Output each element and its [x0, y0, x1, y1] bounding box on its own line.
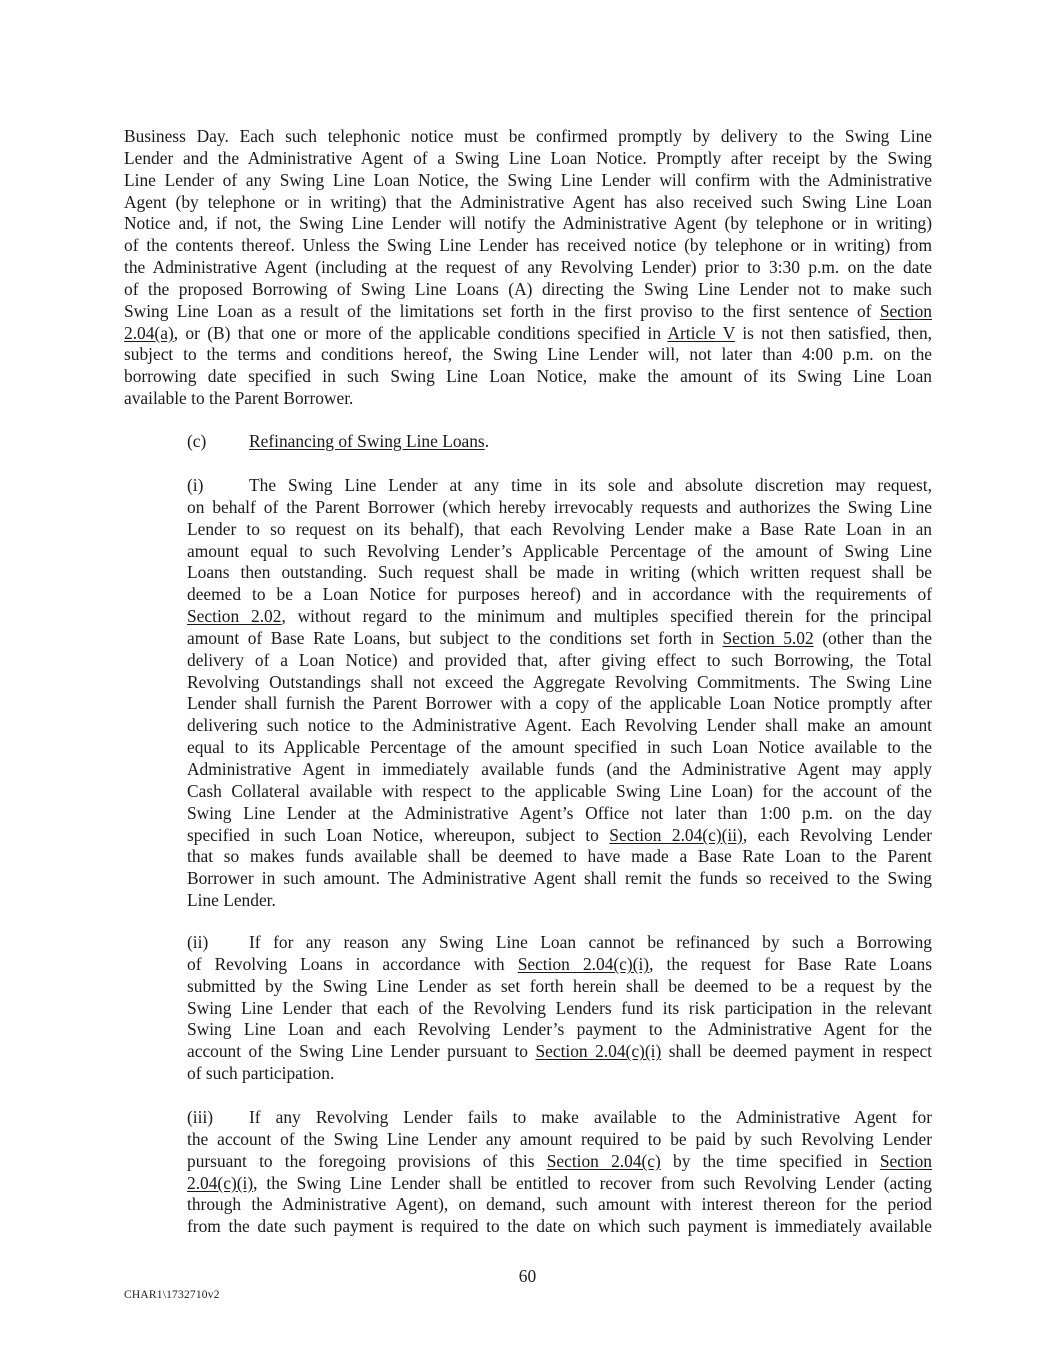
text-line — [124, 301, 932, 323]
text-line: Notice and, if not, the Swing Line Lender will notify the Administrative Agent (by telephone or in writing) — [124, 213, 932, 234]
clause-number: (ii) — [187, 932, 209, 952]
text-run: , each Revolving Lender — [742, 824, 932, 845]
text-line — [124, 323, 932, 345]
text-run: account of the Swing Line Lender pursuant to — [187, 1041, 536, 1062]
text-run: amount of Base Rate Loans, but subject to the conditions set forth in — [187, 627, 723, 648]
section-reference-link[interactable]: Section 5.02 — [722, 627, 814, 648]
text-line: amount equal to such Revolving Lender’s Applicable Percentage of the amount of Swing Line — [187, 540, 932, 561]
text-line: Swing Line Lender at the Administrative Agent’s Office not later than 1:00 p.m. on the day — [187, 802, 932, 823]
clause-paragraph — [187, 932, 932, 1085]
text-line — [187, 628, 932, 650]
text-line: Line Lender of any Swing Line Loan Notice, the Swing Line Lender will confirm with the Administrative — [124, 169, 932, 190]
text-run: , the request for Base Rate Loans — [649, 953, 932, 974]
text-line: subject to the terms and conditions hereof, the Swing Line Lender will, not later than 4:00 p.m. on the — [124, 344, 932, 365]
clause-paragraph — [187, 475, 932, 912]
document-id: CHAR1\1732710v2 — [124, 1289, 220, 1301]
text-run: shall be deemed payment in respect — [661, 1041, 932, 1062]
body-paragraph — [124, 126, 932, 410]
text-line: Loans then outstanding. Such request shall be made in writing (which written request shall be — [187, 562, 932, 583]
section-reference-link[interactable]: Section 2.04(c)(ii) — [609, 824, 743, 845]
text-line — [187, 932, 932, 954]
text-line: Swing Line Loan and each Revolving Lender’s payment to the Administrative Agent for the — [187, 1019, 932, 1040]
text-line: Lender to so request on its behalf), that each Revolving Lender make a Base Rate Loan in an — [187, 518, 932, 539]
text-run: pursuant to the foregoing provisions of this — [187, 1150, 547, 1171]
text-line: Lender and the Administrative Agent of a Swing Line Loan Notice. Promptly after receipt by the Swing — [124, 147, 932, 168]
text-line: through the Administrative Agent), on demand, such amount with interest thereon for the period — [187, 1194, 932, 1215]
text-line: submitted by the Swing Line Lender as set forth herein shall be deemed to be a request by the — [187, 975, 932, 996]
text-line: the account of the Swing Line Lender any amount required to be paid by such Revolving Lender — [187, 1128, 932, 1149]
text-run: , or (B) that one or more of the applicable conditions specified in — [173, 322, 668, 343]
section-reference-link[interactable]: Section 2.04(c)(i) — [535, 1041, 662, 1062]
text-line: Cash Collateral available with respect to the applicable Swing Line Loan) for the account of the — [187, 780, 932, 801]
clause-number: (iii) — [187, 1107, 214, 1127]
section-reference-link[interactable]: 2.04(a) — [124, 322, 174, 343]
text-line: Agent (by telephone or in writing) that the Administrative Agent has also received such Swing Line Loan — [124, 191, 932, 212]
text-line: of such participation. — [187, 1063, 335, 1084]
text-line: Revolving Outstandings shall not exceed the Aggregate Revolving Commitments. The Swing Line — [187, 671, 932, 692]
page-number: 60 — [518, 1266, 537, 1286]
text-line: borrowing date specified in such Swing Line Loan Notice, make the amount of its Swing Line Loan — [124, 366, 932, 387]
text-line — [187, 954, 932, 976]
text-line: Swing Line Lender that each of the Revolving Lenders fund its risk participation in the relevant — [187, 997, 932, 1018]
clause-number: (i) — [187, 475, 204, 495]
text-line: equal to its Applicable Percentage of the amount specified in such Loan Notice available to the — [187, 737, 932, 758]
section-reference-link[interactable]: 2.04(c)(i) — [187, 1172, 254, 1193]
section-title: Refinancing of Swing Line Loans — [249, 431, 485, 451]
section-heading — [187, 431, 932, 453]
text-line: delivery of a Loan Notice) and provided that, after giving effect to such Borrowing, the Total — [187, 649, 932, 670]
clause-paragraph — [187, 1107, 932, 1238]
text-line: Borrower in such amount. The Administrative Agent shall remit the funds so received to the Swing — [187, 868, 932, 889]
text-run: of Revolving Loans in accordance with — [187, 953, 518, 974]
text-run: is not then satisfied, then, — [735, 322, 933, 343]
section-reference-link[interactable]: Section 2.04(c) — [546, 1150, 661, 1171]
text-line — [187, 1041, 932, 1063]
text-run: , the Swing Line Lender shall be entitled to recover from such Revolving Lender (acting — [253, 1172, 932, 1193]
text-line — [187, 825, 932, 847]
text-run: Swing Line Loan as a result of the limitations set forth in the first proviso to the first sentence of — [124, 300, 880, 321]
text-line: Line Lender. — [187, 890, 276, 911]
text-run: If for any reason any Swing Line Loan cannot be refinanced by such a Borrowing — [249, 932, 932, 952]
text-line — [187, 1151, 932, 1173]
text-run: The Swing Line Lender at any time in its sole and absolute discretion may request, — [249, 475, 932, 495]
text-line: Lender shall furnish the Parent Borrower with a copy of the applicable Loan Notice promptly after — [187, 693, 932, 714]
text-line: on behalf of the Parent Borrower (which hereby irrevocably requests and authorizes the Swing Line — [187, 496, 932, 517]
section-reference-link[interactable]: Section — [879, 1150, 932, 1171]
text-line: that so makes funds available shall be deemed to have made a Base Rate Loan to the Parent — [187, 846, 932, 867]
text-line — [187, 606, 932, 628]
text-line: of the contents thereof. Unless the Swing Line Lender has received notice (by telephone or in writing) from — [124, 235, 932, 256]
text-line: deemed to be a Loan Notice for purposes hereof) and in accordance with the requirements of — [187, 584, 932, 605]
text-run: specified in such Loan Notice, whereupon, subject to — [187, 824, 610, 845]
text-line — [187, 1173, 932, 1195]
section-number: (c) — [187, 431, 207, 451]
text-line — [187, 1107, 932, 1129]
text-line: Administrative Agent in immediately available funds (and the Administrative Agent may apply — [187, 758, 932, 779]
article-reference-link[interactable]: Article V — [667, 322, 735, 343]
text-line: available to the Parent Borrower. — [124, 388, 354, 409]
text-line: from the date such payment is required to the date on which such payment is immediately available — [187, 1216, 932, 1237]
section-reference-link[interactable]: Section — [879, 300, 932, 321]
text-line: of the proposed Borrowing of Swing Line Loans (A) directing the Swing Line Lender not to make such — [124, 278, 932, 299]
text-line: Business Day. Each such telephonic notice must be confirmed promptly by delivery to the Swing Line — [124, 126, 932, 146]
section-title-suffix: . — [484, 431, 490, 451]
section-reference-link[interactable]: Section 2.04(c)(i) — [517, 953, 650, 974]
text-line: the Administrative Agent (including at the request of any Revolving Lender) prior to 3:30 p.m. on the date — [124, 257, 932, 278]
text-line: delivering such notice to the Administrative Agent. Each Revolving Lender shall make an amount — [187, 715, 932, 736]
text-run: If any Revolving Lender fails to make available to the Administrative Agent for — [249, 1107, 932, 1127]
text-run: , without regard to the minimum and multiples specified therein for the principal — [281, 606, 932, 627]
text-line — [187, 475, 932, 497]
text-run: (other than the — [813, 627, 932, 648]
text-run: by the time specified in — [660, 1150, 880, 1171]
section-reference-link[interactable]: Section 2.02 — [187, 606, 282, 627]
